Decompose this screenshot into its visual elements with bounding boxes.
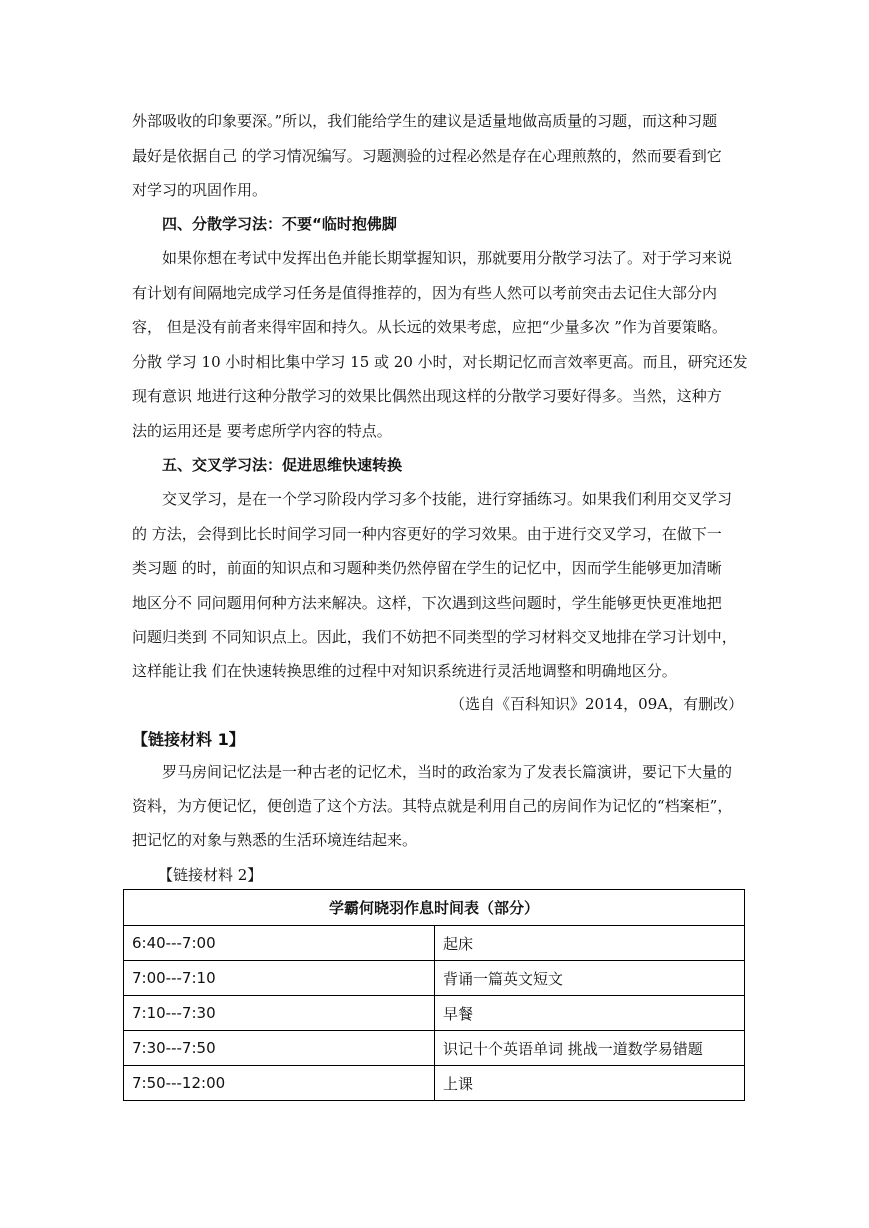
- table-row: [124, 1066, 745, 1101]
- text-line: 地区分不 同问题用何种方法来解决。这样，下次遇到这些问题时，学生能够更快更准地把: [132, 594, 722, 612]
- text-line: 的 方法，会得到比长时间学习同一种内容更好的学习效果。由于进行交叉学习，在做下一: [132, 525, 722, 543]
- activity-cell: 起床: [435, 926, 745, 961]
- activity-cell: 早餐: [435, 996, 745, 1031]
- text-line: 外部吸收的印象要深。”所以，我们能给学生的建议是适量地做高质量的习题，而这种习题: [132, 112, 718, 130]
- text-line: 法的运用还是 要考虑所学内容的特点。: [132, 422, 392, 440]
- text-line: 罗马房间记忆法是一种古老的记忆术，当时的政治家为了发表长篇演讲，要记下大量的: [162, 763, 733, 781]
- link-material-1-title: 【链接材料 1】: [132, 730, 245, 749]
- text-line: 分散 学习 10 小时相比集中学习 15 或 20 小时，对长期记忆而言效率更高。而且，研究还发: [132, 353, 748, 371]
- time-cell: 7:00---7:10: [124, 961, 435, 996]
- activity-cell: 上课: [435, 1066, 745, 1101]
- text-line: 容， 但是没有前者来得牢固和持久。从长远的效果考虑，应把“少量多次 ”作为首要策略。: [132, 318, 727, 336]
- table-row: [124, 961, 745, 996]
- text-line: 现有意识 地进行这种分散学习的效果比偶然出现这样的分散学习要好得多。当然，这种方: [132, 387, 722, 405]
- text-line: 把记忆的对象与熟悉的生活环境连结起来。: [132, 831, 418, 849]
- text-line: 最好是依据自己 的学习情况编写。习题测验的过程必然是存在心理煎熬的，然而要看到它: [132, 147, 722, 165]
- text-line: 问题归类到 不同知识点上。因此，我们不妨把不同类型的学习材料交叉地排在学习计划中，: [132, 628, 737, 646]
- table-row: [124, 926, 745, 961]
- text-line: 交叉学习，是在一个学习阶段内学习多个技能，进行穿插练习。如果我们利用交叉学习: [162, 490, 733, 508]
- text-line: 有计划有间隔地完成学习任务是值得推荐的，因为有些人然可以考前突击去记住大部分内: [132, 284, 718, 302]
- time-cell: 7:30---7:50: [124, 1031, 435, 1066]
- section-heading-5: 五、交叉学习法：促进思维快速转换: [162, 456, 403, 474]
- time-cell: 7:50---12:00: [124, 1066, 435, 1101]
- text-line: 如果你想在考试中发挥出色并能长期掌握知识，那就要用分散学习法了。对于学习来说: [162, 249, 733, 267]
- source-citation: （选自《百科知识》2014，09A，有删改）: [450, 695, 744, 713]
- table-row: [124, 1031, 745, 1066]
- activity-cell: 识记十个英语单词 挑战一道数学易错题: [435, 1031, 745, 1066]
- table-row: [124, 996, 745, 1031]
- time-cell: 6:40---7:00: [124, 926, 435, 961]
- activity-cell: 背诵一篇英文短文: [435, 961, 745, 996]
- text-line: 对学习的巩固作用。: [132, 181, 268, 199]
- section-heading-4: 四、分散学习法：不要“临时抱佛脚: [162, 215, 397, 233]
- time-cell: 7:10---7:30: [124, 996, 435, 1031]
- text-line: 这样能让我 们在快速转换思维的过程中对知识系统进行灵活地调整和明确地区分。: [132, 662, 677, 680]
- text-line: 类习题 的时，前面的知识点和习题种类仍然停留在学生的记忆中，因而学生能够更加清晰: [132, 559, 722, 577]
- text-line: 资料，为方便记忆，便创造了这个方法。其特点就是利用自己的房间作为记忆的“档案柜”，: [132, 797, 733, 815]
- table-header-row: [124, 890, 745, 926]
- link-material-2-title: 【链接材料 2】: [158, 866, 263, 884]
- table-title: 学霸何晓羽作息时间表（部分）: [124, 890, 745, 926]
- schedule-table: [123, 889, 745, 1101]
